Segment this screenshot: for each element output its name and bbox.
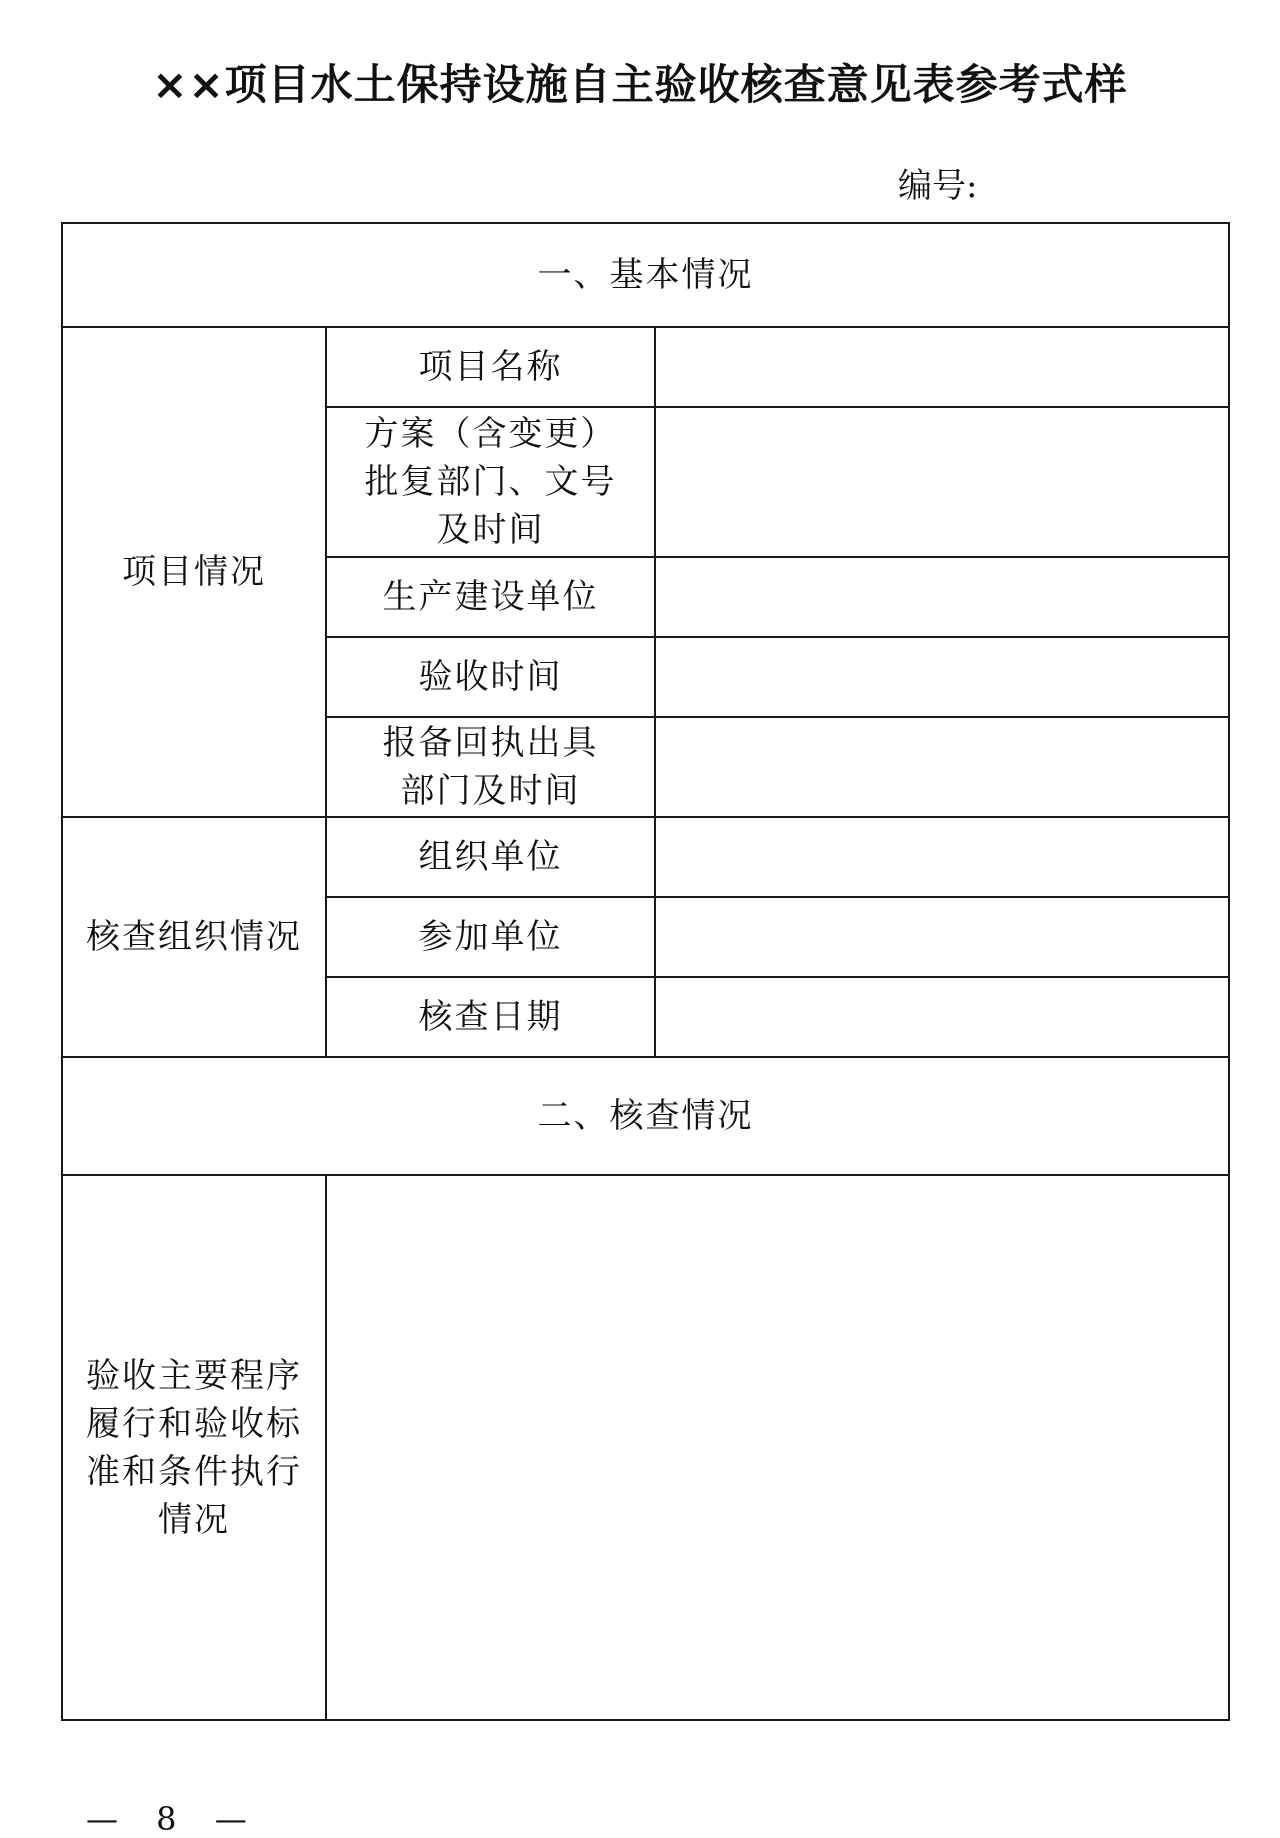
field-value-inspection-date[interactable] <box>655 977 1229 1057</box>
section-row <box>62 1057 1229 1175</box>
field-label-participating-units: 参加单位 <box>326 897 655 977</box>
page-title: ××项目水土保持设施自主验收核查意见表参考式样 <box>152 60 1128 109</box>
field-value-construction-unit[interactable] <box>655 557 1229 637</box>
procedure-compliance-label: 验收主要程序 履行和验收标 准和条件执行 情况 <box>62 1175 326 1720</box>
procedure-compliance-value[interactable] <box>326 1175 1229 1720</box>
field-value-acceptance-time[interactable] <box>655 637 1229 717</box>
document-number-label: 编号: <box>898 166 978 206</box>
section-heading-basic: 一、基本情况 <box>62 223 1229 327</box>
field-value-project-name[interactable] <box>655 327 1229 407</box>
field-label-acceptance-time: 验收时间 <box>326 637 655 717</box>
field-value-filing-receipt[interactable] <box>655 717 1229 817</box>
field-label-plan-approval: 方案（含变更） 批复部门、文号 及时间 <box>326 407 655 557</box>
field-value-organizing-unit[interactable] <box>655 817 1229 897</box>
field-label-inspection-date: 核查日期 <box>326 977 655 1057</box>
field-label-construction-unit: 生产建设单位 <box>326 557 655 637</box>
table-row <box>62 1175 1229 1720</box>
inspection-form-table <box>61 222 1230 1721</box>
table-row <box>62 817 1229 897</box>
field-label-organizing-unit: 组织单位 <box>326 817 655 897</box>
field-label-filing-receipt: 报备回执出具 部门及时间 <box>326 717 655 817</box>
page-number: — 8 — <box>86 1800 261 1838</box>
field-label-project-name: 项目名称 <box>326 327 655 407</box>
field-value-plan-approval[interactable] <box>655 407 1229 557</box>
section-row <box>62 223 1229 327</box>
table-row <box>62 327 1229 407</box>
inspection-organization-label: 核查组织情况 <box>62 817 326 1057</box>
field-value-participating-units[interactable] <box>655 897 1229 977</box>
project-situation-label: 项目情况 <box>62 327 326 817</box>
section-heading-inspection: 二、核查情况 <box>62 1057 1229 1175</box>
